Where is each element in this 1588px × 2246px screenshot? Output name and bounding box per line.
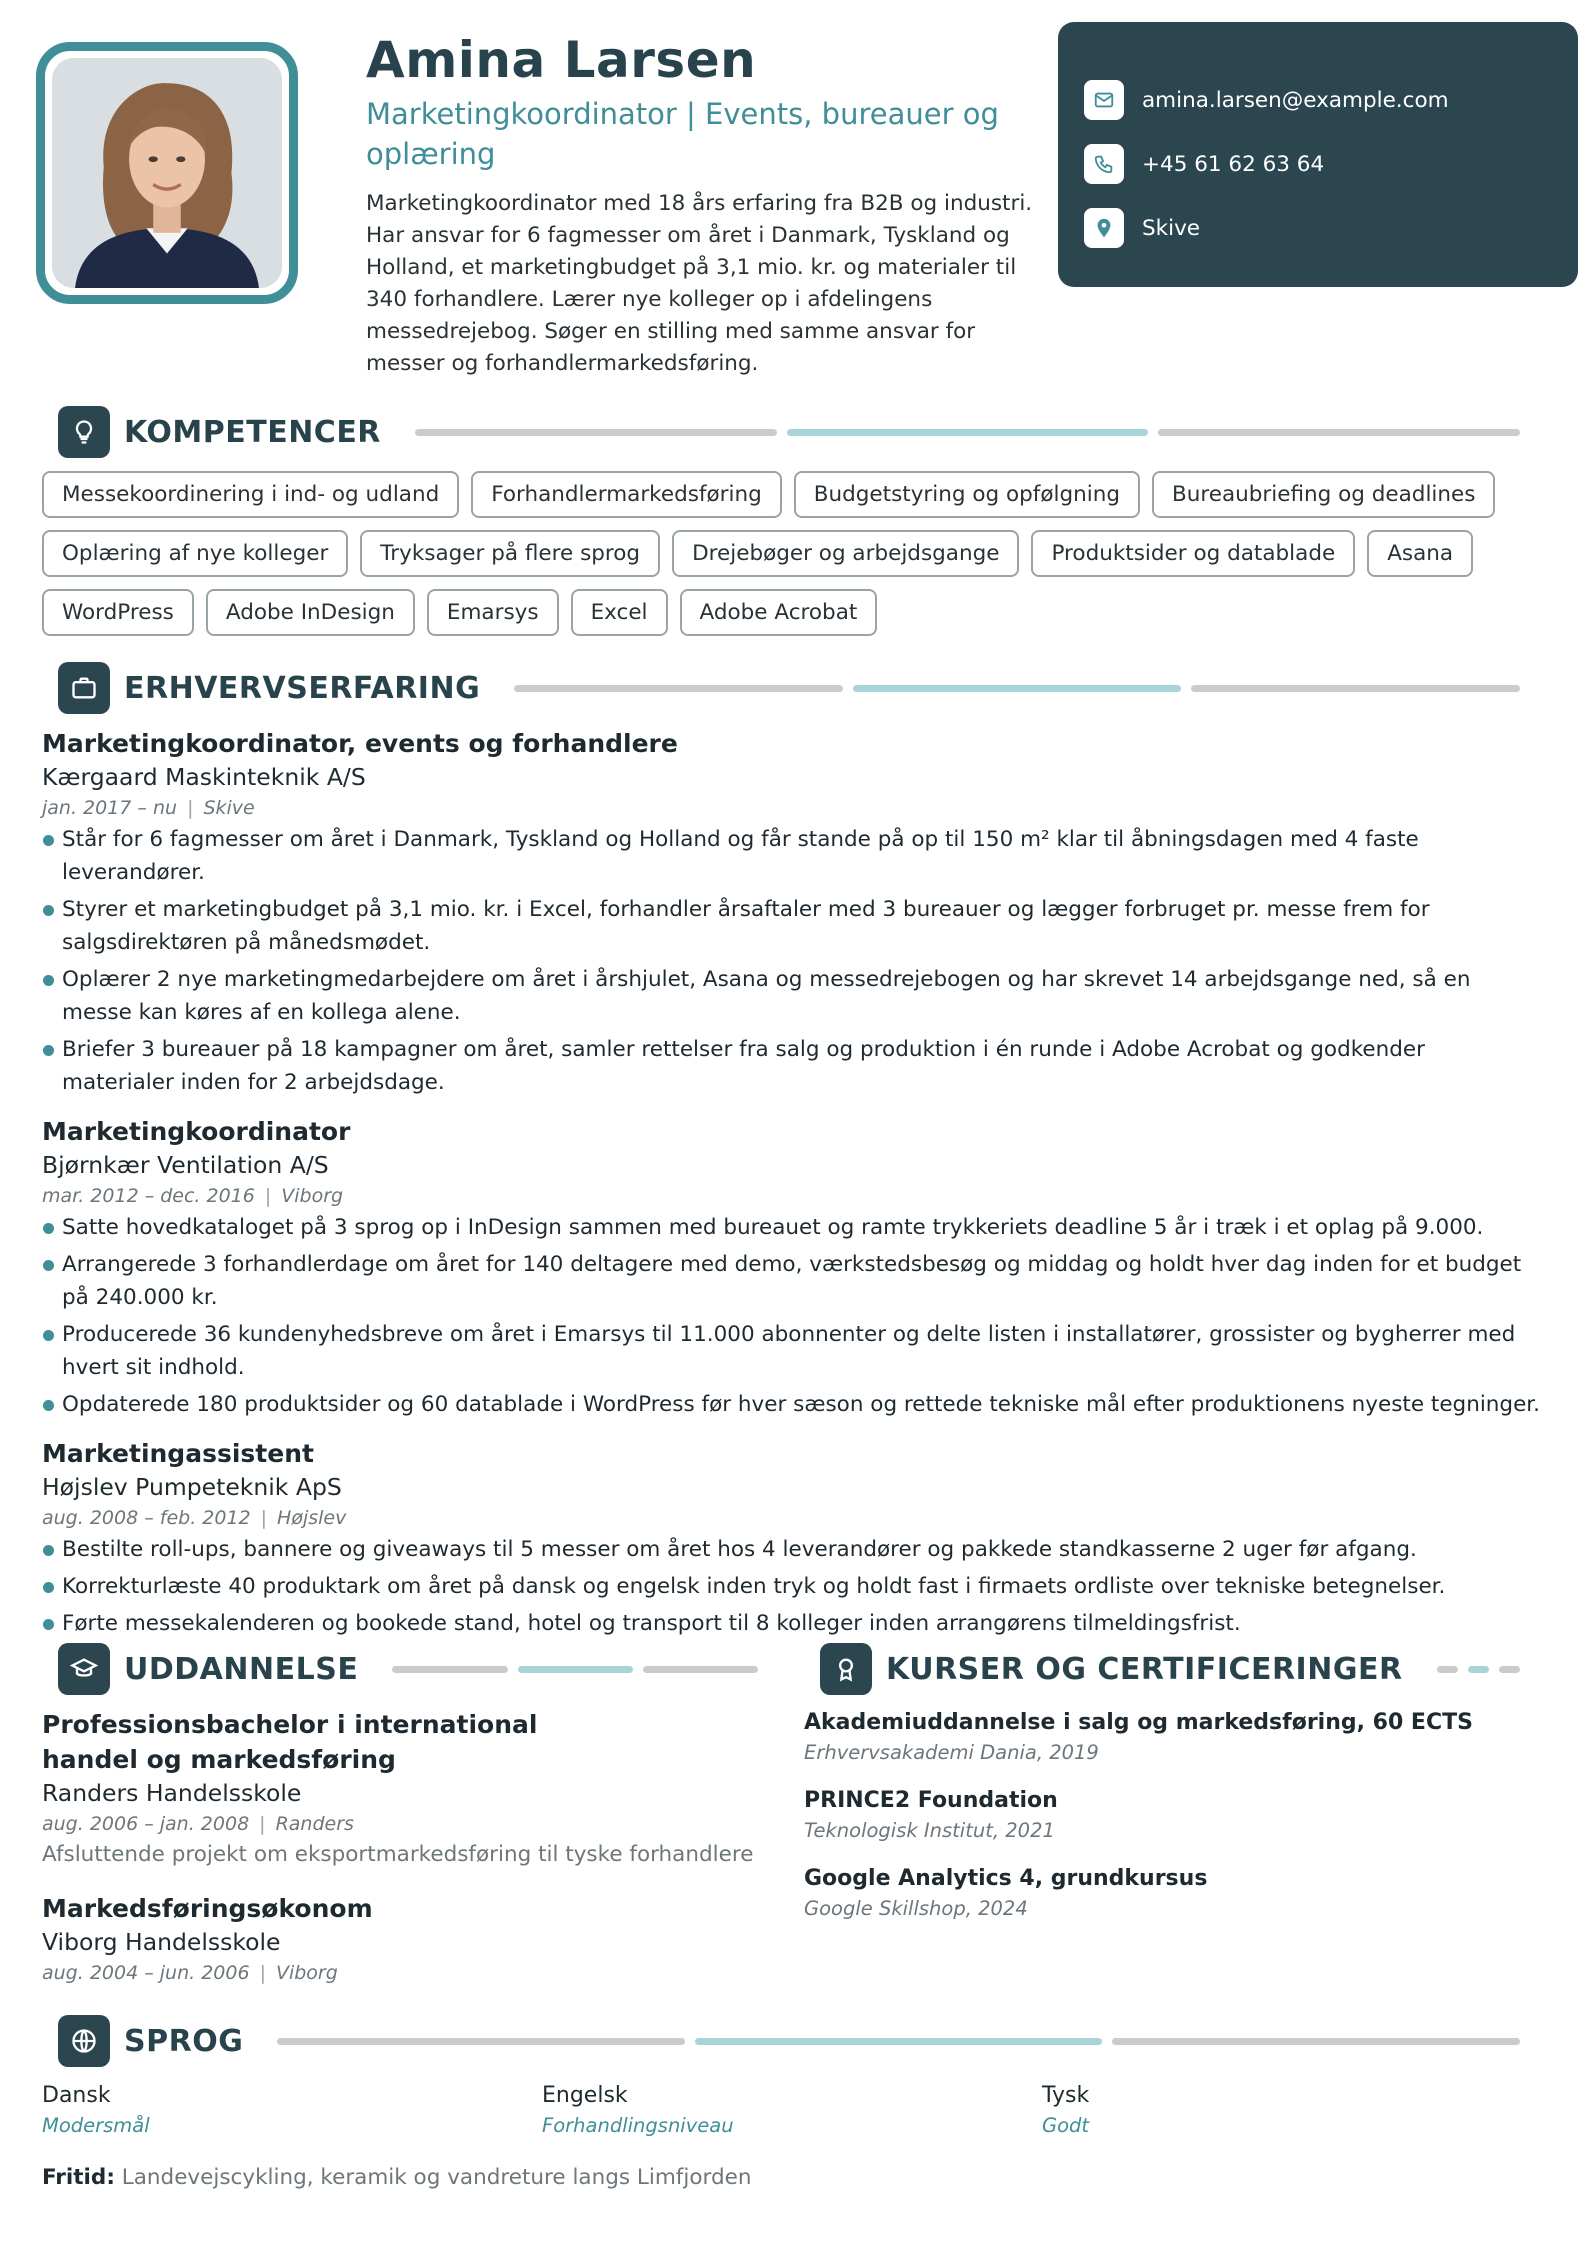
section-divider — [415, 429, 1520, 436]
skill-tag: Drejebøger og arbejdsgange — [672, 530, 1019, 577]
course-meta: Google Skillshop, 2024 — [804, 1897, 1028, 1920]
education-section-header — [58, 1643, 758, 1695]
job-location: Skive — [203, 797, 255, 819]
job-bullet: Oplærer 2 nye marketingmedarbejdere om året i årshjulet, Asana og messedrejebogen og har skrevet 14 arbejdsgange ned, så en messe kan køres af en kollega alene. — [42, 963, 1542, 1029]
job-bullets — [42, 823, 1542, 1099]
contact-phone[interactable] — [1084, 132, 1578, 196]
job-company: Kærgaard Maskinteknik A/S — [42, 763, 366, 791]
language-entry — [42, 2080, 542, 2141]
course-entry — [804, 1707, 1524, 1768]
experience-section-header — [58, 662, 1520, 714]
course-title: Akademiuddannelse i salg og markedsføring, 60 ECTS — [804, 1710, 1473, 1735]
skill-tag: Forhandlermarkedsføring — [471, 471, 781, 518]
job-meta: aug. 2008 – feb. 2012 | Højslev — [42, 1507, 347, 1529]
languages-list — [42, 2080, 1542, 2141]
phone-icon — [1084, 144, 1124, 184]
courses-list — [804, 1707, 1524, 1941]
job-entry — [42, 727, 1542, 1099]
job-title: Marketingassistent — [42, 1439, 314, 1468]
skill-tag: Asana — [1367, 530, 1473, 577]
job-period: jan. 2017 – nu — [42, 797, 178, 819]
profile-photo-frame — [36, 42, 298, 304]
contact-panel — [1058, 22, 1578, 287]
job-location: Viborg — [281, 1185, 344, 1207]
courses-heading: KURSER OG CERTIFICERINGER — [886, 1651, 1403, 1687]
location-pin-icon — [1084, 208, 1124, 248]
course-meta: Teknologisk Institut, 2021 — [804, 1819, 1055, 1842]
lightbulb-icon — [58, 406, 110, 458]
education-list — [42, 1707, 762, 2008]
education-heading: UDDANNELSE — [124, 1651, 359, 1687]
job-bullet: Bestilte roll-ups, bannere og giveaways til 5 messer om året hos 4 leverandører og pakkede standkasserne 2 uger før afgang. — [42, 1533, 1542, 1566]
course-title: PRINCE2 Foundation — [804, 1788, 1058, 1813]
education-entry — [42, 1891, 762, 1988]
job-location: Højslev — [277, 1507, 347, 1529]
skill-tag: Adobe Acrobat — [680, 589, 878, 636]
language-name: Dansk — [42, 2083, 111, 2108]
course-entry — [804, 1863, 1524, 1924]
job-bullets — [42, 1211, 1542, 1421]
experience-heading: ERHVERVSERFARING — [124, 670, 481, 706]
language-level: Godt — [1042, 2114, 1090, 2137]
skill-tag: Bureaubriefing og deadlines — [1152, 471, 1495, 518]
job-meta: mar. 2012 – dec. 2016 | Viborg — [42, 1185, 344, 1207]
candidate-name: Amina Larsen — [366, 31, 757, 89]
skill-tag: Emarsys — [427, 589, 559, 636]
language-name: Engelsk — [542, 2083, 628, 2108]
profile-summary: Marketingkoordinator med 18 års erfaring fra B2B og industri. Har ansvar for 6 fagmesser om året i Danmark, Tyskland og Holland, et marketingbudget på 3,1 mio. kr. og materialer til 340 forhandlere. Lærer nye kolleger op i afdelingens messedrejebog. Søger en stilling med samme ansvar for messer og forhandlermarkedsføring. — [366, 191, 1033, 376]
language-entry — [1042, 2080, 1542, 2141]
job-bullet: Førte messekalenderen og bookede stand, hotel og transport til 8 kolleger inden arrangørens tilmeldingsfrist. — [42, 1607, 1542, 1640]
job-title: Marketingkoordinator, events og forhandlere — [42, 729, 678, 758]
phone-text: +45 61 62 63 64 — [1142, 151, 1325, 177]
course-meta: Erhvervsakademi Dania, 2019 — [804, 1741, 1099, 1764]
languages-heading: SPROG — [124, 2023, 244, 2059]
education-note: Afsluttende projekt om eksportmarkedsføring til tyske forhandlere — [42, 1842, 754, 1867]
school-name: Viborg Handelsskole — [42, 1928, 281, 1956]
job-company: Bjørnkær Ventilation A/S — [42, 1151, 329, 1179]
course-title: Google Analytics 4, grundkursus — [804, 1866, 1208, 1891]
globe-icon — [58, 2015, 110, 2067]
language-level: Forhandlingsniveau — [542, 2114, 734, 2137]
job-period: aug. 2008 – feb. 2012 — [42, 1507, 251, 1529]
header — [366, 30, 1066, 380]
skill-tag: Tryksager på flere sprog — [360, 530, 660, 577]
skills-section-header — [58, 406, 1520, 458]
degree-title: Professionsbachelor i international handel og markedsføring — [42, 1710, 538, 1774]
job-bullet: Står for 6 fagmesser om året i Danmark, Tyskland og Holland og får stande på op til 150 m² klar til åbningsdagen med 4 faste leverandører. — [42, 823, 1542, 889]
hobbies-label: Fritid: — [42, 2165, 115, 2190]
email-text: amina.larsen@example.com — [1142, 87, 1449, 113]
education-meta: aug. 2006 – jan. 2008 | Randers — [42, 1813, 354, 1835]
job-bullet: Styrer et marketingbudget på 3,1 mio. kr. i Excel, forhandler årsaftaler med 3 bureauer og lægger forbruget pr. messe frem for salgsdirektøren på månedsmødet. — [42, 893, 1542, 959]
language-level: Modersmål — [42, 2114, 150, 2137]
graduation-cap-icon — [58, 1643, 110, 1695]
skill-tag: Excel — [571, 589, 668, 636]
job-meta: jan. 2017 – nu | Skive — [42, 797, 255, 819]
skill-tag: Budgetstyring og opfølgning — [794, 471, 1140, 518]
job-company: Højslev Pumpeteknik ApS — [42, 1473, 342, 1501]
job-entry — [42, 1115, 1542, 1421]
briefcase-icon — [58, 662, 110, 714]
education-entry — [42, 1707, 762, 1871]
language-name: Tysk — [1042, 2083, 1090, 2108]
profile-photo — [52, 58, 282, 288]
award-icon — [820, 1643, 872, 1695]
job-entry — [42, 1437, 1542, 1640]
education-location: Viborg — [275, 1962, 338, 1984]
skill-tag: Oplæring af nye kolleger — [42, 530, 348, 577]
section-divider — [392, 1666, 758, 1673]
language-entry — [542, 2080, 1042, 2141]
job-bullet: Satte hovedkataloget på 3 sprog op i InDesign sammen med bureauet og ramte trykkeriets deadline 5 år i træk i et oplag på 9.000. — [42, 1211, 1542, 1244]
skills-list — [42, 471, 1532, 636]
languages-section-header — [58, 2015, 1520, 2067]
job-bullet: Korrekturlæste 40 produktark om året på dansk og engelsk inden tryk og holdt fast i firmaets ordliste over tekniske betegnelser. — [42, 1570, 1542, 1603]
job-period: mar. 2012 – dec. 2016 — [42, 1185, 255, 1207]
skill-tag: WordPress — [42, 589, 194, 636]
job-bullet: Briefer 3 bureauer på 18 kampagner om året, samler rettelser fra salg og produktion i én runde i Adobe Acrobat og godkender materialer inden for 2 arbejdsdage. — [42, 1033, 1542, 1099]
courses-section-header — [820, 1643, 1520, 1695]
skill-tag: Messekoordinering i ind- og udland — [42, 471, 459, 518]
course-entry — [804, 1785, 1524, 1846]
mail-icon — [1084, 80, 1124, 120]
job-title: Marketingkoordinator — [42, 1117, 351, 1146]
education-location: Randers — [275, 1813, 354, 1835]
education-meta: aug. 2004 – jun. 2006 | Viborg — [42, 1962, 338, 1984]
contact-location — [1084, 196, 1578, 260]
job-bullets — [42, 1533, 1542, 1640]
location-text: Skive — [1142, 215, 1201, 241]
skill-tag: Produktsider og datablade — [1031, 530, 1355, 577]
school-name: Randers Handelsskole — [42, 1779, 302, 1807]
hobbies-text: Landevejscykling, keramik og vandreture langs Limfjorden — [121, 2165, 752, 2190]
job-bullet: Opdaterede 180 produktsider og 60 datablade i WordPress før hver sæson og rettede tekniske mål efter produktionens nyeste tegninger. — [42, 1388, 1542, 1421]
candidate-title: Marketingkoordinator | Events, bureauer og oplæring — [366, 97, 999, 171]
section-divider — [1437, 1666, 1520, 1673]
degree-title: Markedsføringsøkonom — [42, 1894, 373, 1923]
education-period: aug. 2004 – jun. 2006 — [42, 1962, 250, 1984]
hobbies — [42, 2162, 751, 2194]
experience-list — [42, 727, 1542, 1656]
job-bullet: Arrangerede 3 forhandlerdage om året for 140 deltagere med demo, værkstedsbesøg og middag og holdt hver dag inden for et budget på 240.000 kr. — [42, 1248, 1542, 1314]
contact-email[interactable] — [1084, 68, 1578, 132]
section-divider — [514, 685, 1520, 692]
education-period: aug. 2006 – jan. 2008 — [42, 1813, 250, 1835]
job-bullet: Producerede 36 kundenyhedsbreve om året i Emarsys til 11.000 abonnenter og delte listen i installatører, grossister og bygherrer med hvert sit indhold. — [42, 1318, 1542, 1384]
section-divider — [277, 2038, 1520, 2045]
skill-tag: Adobe InDesign — [206, 589, 415, 636]
skills-heading: KOMPETENCER — [124, 414, 381, 450]
